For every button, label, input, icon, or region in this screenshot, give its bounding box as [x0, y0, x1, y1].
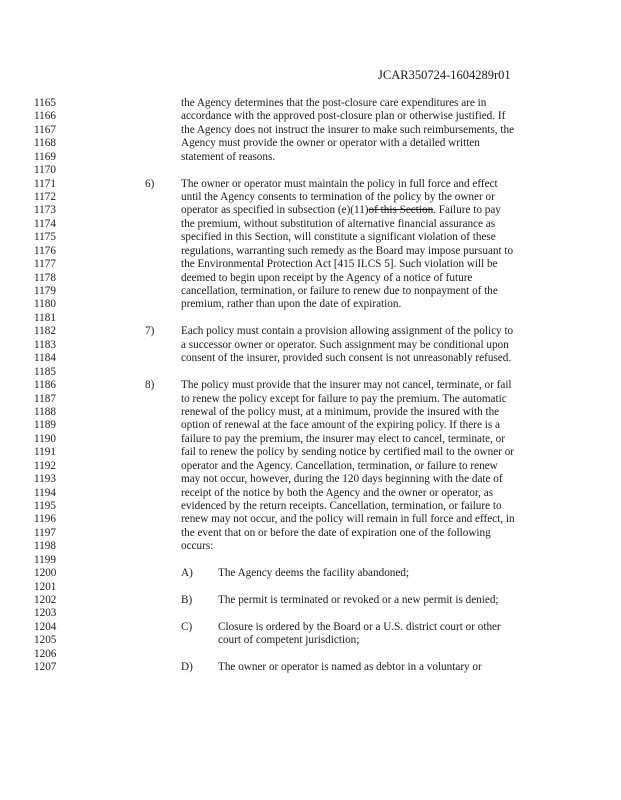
line-number: 1190 [34, 432, 56, 445]
subitem-text-line: court of competent jurisdiction; [218, 634, 360, 647]
line-number: 1171 [34, 177, 56, 190]
line-number: 1170 [34, 164, 56, 177]
line-number: 1177 [34, 258, 56, 271]
line-number: 1185 [34, 365, 56, 378]
item-8-text-line: may not occur, however, during the 120 days beginning with the date of [181, 473, 503, 485]
intro-text-line: the Agency does not instruct the insurer to make such reimbursements, the [181, 123, 515, 136]
item-8-text-line: to renew the policy except for failure to pay the premium. The automatic [181, 392, 507, 405]
line-number: 1182 [34, 325, 56, 338]
line-number: 1187 [34, 392, 56, 405]
intro-text-line: Agency must provide the owner or operator with a detailed written [181, 137, 480, 150]
item-6-text-line: specified in this Section, will constitute a significant violation of these [181, 231, 496, 244]
line-number: 1167 [34, 123, 56, 136]
item-6-text-line: the Environmental Protection Act [415 ILCS 5]. Such violation will be [181, 258, 498, 271]
subitem-label: D) [181, 661, 193, 674]
item-8-text-line: occurs: [181, 540, 214, 553]
item-8-text-line: The policy must provide that the insurer may not cancel, terminate, or fail [181, 379, 512, 391]
subitem-label: C) [181, 620, 193, 633]
item-6-text-line [181, 204, 501, 217]
intro-text-line: accordance with the approved post-closure plan or otherwise justified. If [181, 110, 506, 123]
item-6-text-line: until the Agency consents to termination of the policy by the owner or [181, 191, 495, 203]
line-number: 1202 [34, 593, 57, 606]
line-number: 1206 [34, 647, 57, 660]
line-number: 1191 [34, 446, 56, 459]
item-8-text-line: failure to pay the premium, the insurer may elect to cancel, terminate, or [181, 432, 505, 445]
line-number: 1188 [34, 405, 56, 418]
line-number: 1181 [34, 311, 56, 324]
item-8-text-line: renewal of the policy must, at a minimum, provide the insured with the [181, 405, 500, 418]
subitem-text-line: The Agency deems the facility abandoned; [218, 567, 410, 579]
line-number: 1192 [34, 459, 56, 472]
line-number: 1175 [34, 231, 56, 244]
line-number: 1199 [34, 553, 56, 566]
line-number: 1184 [34, 352, 56, 365]
item-7-label: 7) [145, 325, 155, 338]
item-8-text-line: evidenced by the return receipts. Cancellation, termination, or failure to [181, 499, 502, 512]
line-number: 1205 [34, 634, 57, 647]
line-number: 1194 [34, 486, 56, 499]
line-number: 1179 [34, 285, 56, 297]
line-number: 1207 [34, 661, 57, 674]
line-number: 1203 [34, 607, 57, 620]
item-7-text-line: Each policy must contain a provision allowing assignment of the policy to [181, 325, 514, 338]
line-number: 1169 [34, 150, 56, 163]
item-6-text-line: deemed to begin upon receipt by the Agency of a notice of future [181, 271, 473, 284]
item-6-text-line: premium, rather than upon the date of expiration. [181, 298, 402, 311]
document-id-header: JCAR350724-1604289r01 [378, 68, 511, 82]
line-number: 1193 [34, 473, 56, 485]
item-7-text-line: consent of the insurer, provided such consent is not unreasonably refused. [181, 352, 512, 365]
line-number: 1178 [34, 271, 56, 284]
line-number: 1176 [34, 244, 56, 257]
line-number: 1165 [34, 97, 56, 109]
subitem-text-line: The owner or operator is named as debtor in a voluntary or [218, 661, 482, 674]
item-6-text-line: the premium, without substitution of alternative financial assurance as [181, 217, 496, 230]
item-8-text-line: option of renewal at the face amount of the expiring policy. If there is a [181, 419, 500, 432]
line-number: 1168 [34, 137, 56, 150]
item-7-text-line: a successor owner or operator. Such assignment may be conditional upon [181, 338, 509, 351]
text-segment: . Failure to pay [433, 204, 501, 217]
intro-text-line: statement of reasons. [181, 150, 276, 163]
item-6-text-line: The owner or operator must maintain the policy in full force and effect [181, 177, 498, 190]
line-number: 1200 [34, 567, 57, 579]
subitem-text-line: The permit is terminated or revoked or a new permit is denied; [218, 593, 499, 606]
line-number: 1172 [34, 191, 56, 203]
line-number: 1198 [34, 540, 56, 553]
line-number: 1186 [34, 379, 56, 391]
line-number: 1173 [34, 204, 56, 217]
line-number: 1180 [34, 298, 56, 311]
item-6-text-line: regulations, warranting such remedy as the Board may impose pursuant to [181, 244, 514, 257]
item-8-label: 8) [145, 379, 155, 391]
item-8-text-line: receipt of the notice by both the Agency and the owner or operator, as [181, 486, 494, 499]
item-6-label: 6) [145, 177, 155, 190]
intro-text-line: the Agency determines that the post-closure care expenditures are in [181, 97, 487, 109]
subitem-text-line: Closure is ordered by the Board or a U.S. district court or other [218, 620, 501, 633]
line-number: 1197 [34, 526, 56, 539]
item-8-text-line: fail to renew the policy by sending notice by certified mail to the owner or [181, 446, 515, 459]
subitem-label: B) [181, 593, 193, 606]
line-number: 1183 [34, 338, 56, 351]
line-number: 1204 [34, 620, 57, 633]
line-number: 1174 [34, 217, 56, 230]
struck-text-segment: of this Section [368, 204, 434, 217]
item-8-text-line: the event that on or before the date of expiration one of the following [181, 526, 491, 539]
line-number: 1166 [34, 110, 56, 123]
subitem-label: A) [181, 567, 193, 579]
text-segment: operator as specified in subsection (e)(11) [181, 204, 369, 217]
line-number: 1196 [34, 513, 56, 526]
line-number: 1189 [34, 419, 56, 432]
item-8-text-line: operator and the Agency. Cancellation, termination, or failure to renew [181, 459, 498, 472]
item-8-text-line: renew may not occur, and the policy will remain in full force and effect, in [181, 513, 515, 526]
item-6-text-line: cancellation, termination, or failure to renew due to nonpayment of the [181, 285, 498, 297]
line-number: 1201 [34, 580, 57, 593]
line-number: 1195 [34, 499, 56, 512]
